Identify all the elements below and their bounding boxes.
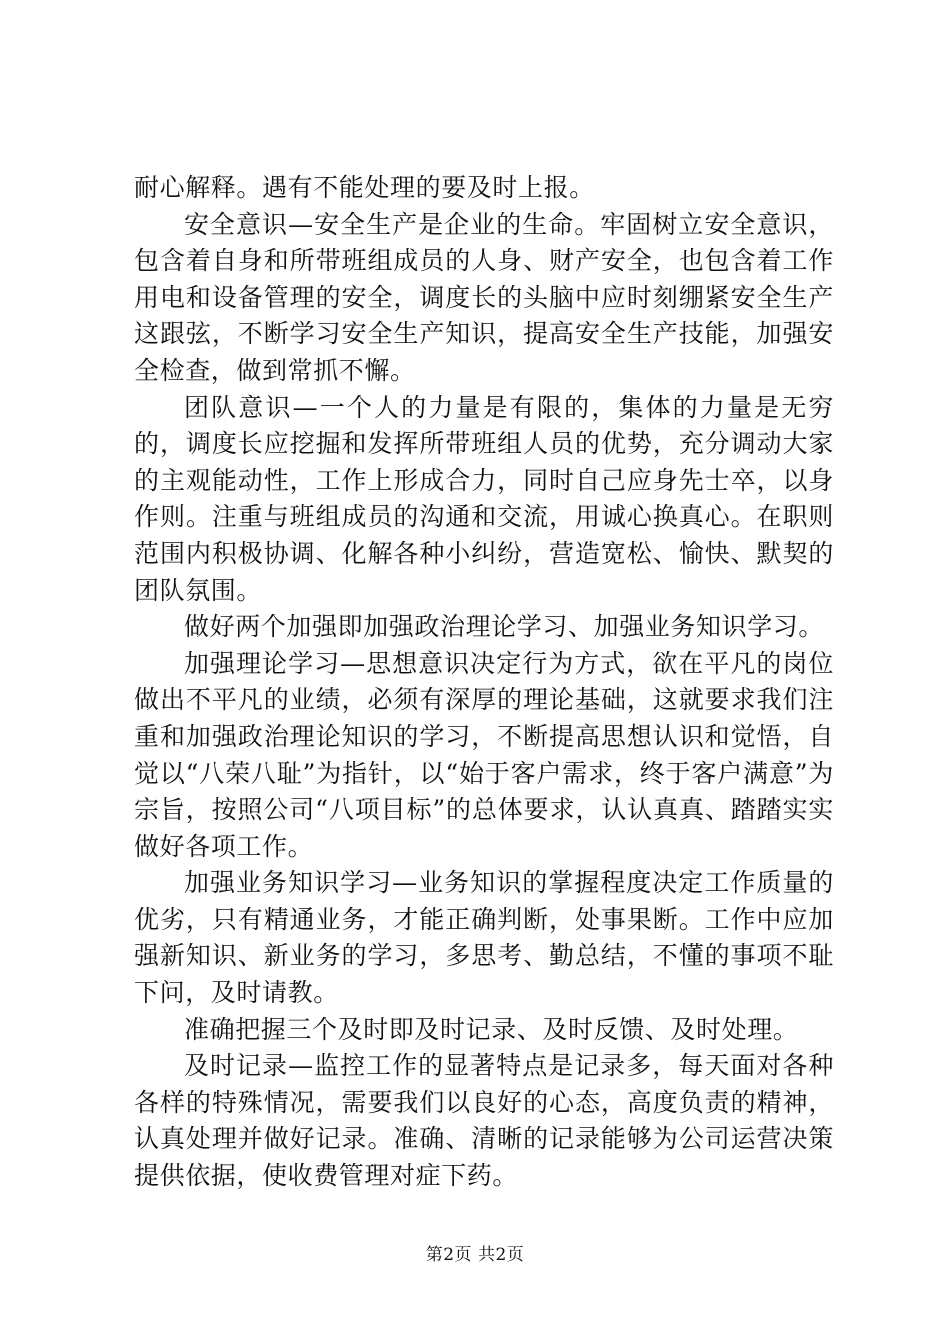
paragraph-three-timely: 准确把握三个及时即及时记录、及时反馈、及时处理。 [184,1014,799,1044]
page-footer-label: 第2页 共2页 [425,1245,525,1265]
paragraph-timely-record: 及时记录—监控工作的显著特点是记录多，每天面对各种各样的特殊情况，需要我们以良好的心态，高度负责的精神，认真处理并做好记录。准确、清晰的记录能够为公司运营决策提供依据，使收费管理对症下药。 [134,1051,834,1191]
paragraph-continuation: 耐心解释。遇有不能处理的要及时上报。 [134,173,595,202]
document-body [134,170,834,1195]
paragraph-theory-study: 加强理论学习—思想意识决定行为方式，欲在平凡的岗位做出不平凡的业绩，必须有深厚的理论基础，这就要求我们注重和加强政治理论知识的学习，不断提高思想认识和觉悟，自觉以“八荣八耻”为指针，以“始于客户需求，终于客户满意”为宗旨，按照公司“八项目标”的总体要求，认认真真、踏踏实实做好各项工作。 [134,648,834,861]
paragraph-business-study: 加强业务知识学习—业务知识的掌握程度决定工作质量的优劣，只有精通业务，才能正确判断，处事果断。工作中应加强新知识、新业务的学习，多思考、勤总结，不懂的事项不耻下问，及时请教。 [134,868,834,1008]
paragraph-team-awareness: 团队意识—一个人的力量是有限的，集体的力量是无穷的，调度长应挖掘和发挥所带班组人员的优势，充分调动大家的主观能动性，工作上形成合力，同时自己应身先士卒，以身作则。注重与班组成员的沟通和交流，用诚心换真心。在职则范围内积极协调、化解各种小纠纷，营造宽松、愉快、默契的团队氛围。 [134,392,834,605]
paragraph-two-strengthen: 做好两个加强即加强政治理论学习、加强业务知识学习。 [184,612,825,642]
paragraph-safety-awareness: 安全意识—安全生产是企业的生命。牢固树立安全意识，包含着自身和所带班组成员的人身、财产安全，也包含着工作用电和设备管理的安全，调度长的头脑中应时刻绷紧安全生产这跟弦，不断学习安全生产知识，提高安全生产技能，加强安全检查，做到常抓不懈。 [134,209,834,385]
